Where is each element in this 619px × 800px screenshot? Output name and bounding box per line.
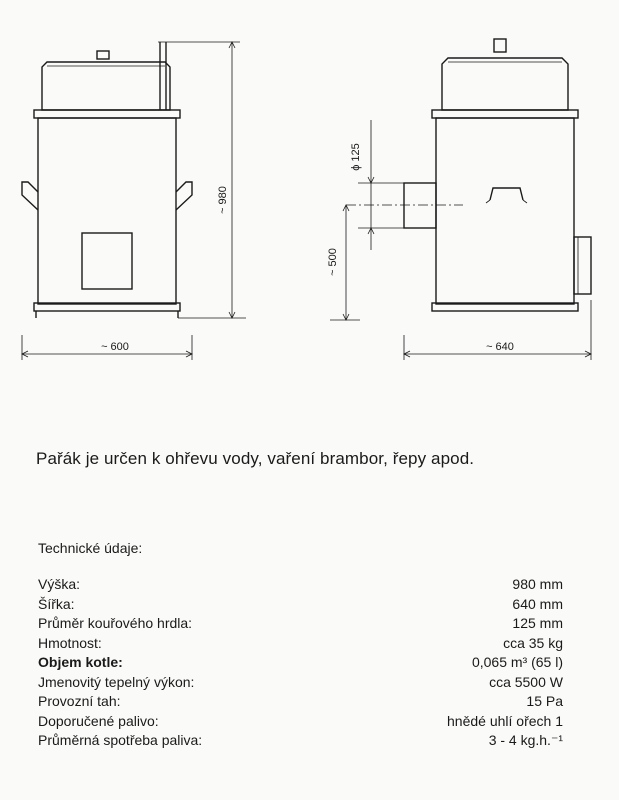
top-stub [494,39,506,52]
height-dim-label: ~ 980 [217,186,229,214]
side-width-dim-label: ~ 640 [486,341,514,353]
spec-row [38,731,563,751]
spec-value: cca 5500 W [489,673,563,690]
lid [42,62,170,110]
spec-label: Objem kotle: [38,654,123,670]
spec-row [38,614,563,634]
spec-value: 3 - 4 kg.h.⁻¹ [488,732,563,748]
spec-label: Hmotnost: [38,634,102,651]
front-width-dim-label: ~ 600 [101,341,129,353]
side-boiler-body [436,118,574,304]
side-handle [490,188,523,200]
flue-diameter-label: ϕ 125 [350,143,362,171]
side-view [327,39,591,360]
spec-row [38,653,563,673]
product-description: Pařák je určen k ohřevu vody, vaření brambor, řepy apod. [36,449,475,468]
specs-title: Technické údaje: [38,540,143,556]
flue-height-label: ~ 500 [327,248,339,276]
top-rim [34,110,180,118]
spec-value: 640 mm [512,595,563,612]
spec-value: hnědé uhlí ořech 1 [447,712,563,729]
spec-value: 125 mm [512,615,563,631]
side-lid [442,58,568,110]
spec-label: Výška: [38,576,81,592]
right-handle [176,182,192,210]
spec-row [38,692,563,712]
spec-label: Provozní tah: [38,693,121,709]
spec-label: Průměrná spotřeba paliva: [38,732,203,748]
spec-label: Jmenovitý tepelný výkon: [38,673,195,690]
spec-row [38,712,563,732]
spec-row [38,634,563,654]
boiler-body [38,118,176,304]
spec-label: Šířka: [38,595,75,612]
spec-row [38,595,563,615]
lid-knob [97,51,109,59]
spec-value: cca 35 kg [503,634,563,651]
spec-value: 0,065 m³ (65 l) [471,654,563,670]
spec-row [38,575,563,595]
side-top-rim [432,110,578,118]
flue-outlet [404,183,436,228]
spec-value: 980 mm [512,576,563,592]
spec-label: Průměr kouřového hrdla: [38,615,193,631]
rear-box [574,237,591,294]
fire-door [82,233,132,289]
spec-label: Doporučené palivo: [38,712,159,729]
specs-table [38,575,563,751]
spec-value: 15 Pa [526,693,563,709]
left-handle [22,182,38,210]
front-view [22,42,246,360]
spec-row [38,673,563,693]
